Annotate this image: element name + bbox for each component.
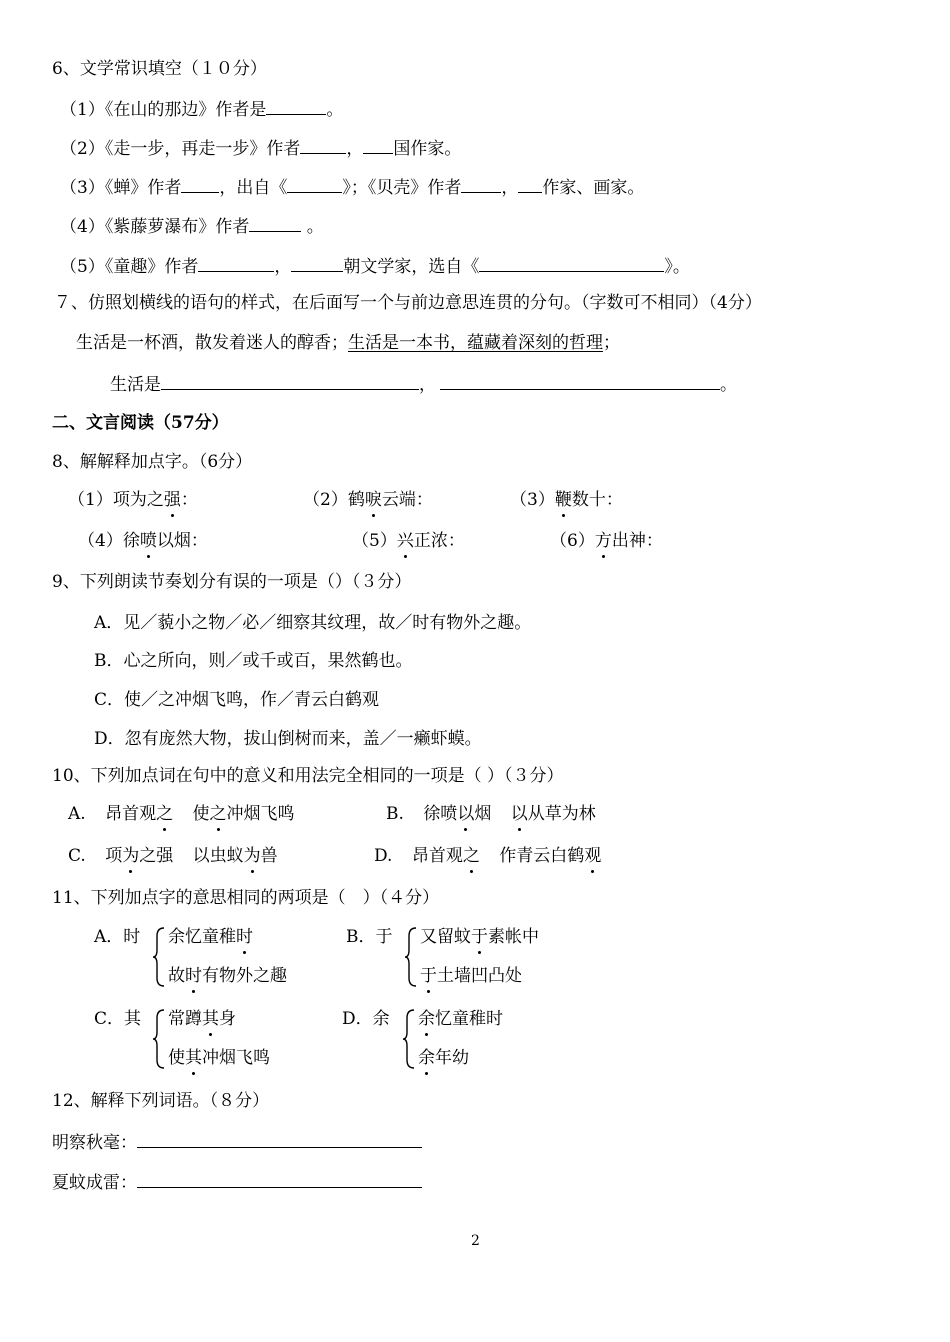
q7-example-underlined: 生活是一本书，蕴藏着深刻的哲理 bbox=[348, 333, 603, 353]
answer-blank[interactable] bbox=[363, 136, 393, 154]
phrase-text: 之强 bbox=[139, 846, 174, 866]
q6-item-2-text: （2）《走一步，再走一步》作者 bbox=[60, 139, 301, 159]
q11-group-c-line2 bbox=[168, 1047, 270, 1069]
q8-item-post: 以烟： bbox=[156, 531, 208, 551]
q11-group-d-line1 bbox=[418, 1008, 503, 1030]
dotted-char: 以 bbox=[457, 804, 475, 824]
q10-option-a[interactable] bbox=[68, 803, 295, 825]
q6-item-5-end: 》。 bbox=[664, 257, 690, 277]
phrase-text: 土墙凹凸处 bbox=[437, 966, 522, 986]
q6-item-5-mid: 朝文学家，选自《 bbox=[343, 257, 480, 277]
dotted-char: 鞭 bbox=[554, 490, 572, 510]
brace-icon bbox=[152, 1008, 166, 1070]
q8-item-pre: （1）项为之 bbox=[68, 490, 164, 510]
q6-title: 6、文学常识填空（１０分） bbox=[52, 59, 267, 79]
phrase-text: 冲烟飞鸣 bbox=[226, 804, 295, 824]
q8-item bbox=[352, 530, 465, 552]
phrase-text: 从草为林 bbox=[527, 804, 596, 824]
q7-title: ７、仿照划横线的语句的样式，在后面写一个与前边意思连贯的分句。（字数可不相同）（4分） bbox=[54, 293, 762, 313]
q6-item-3 bbox=[60, 175, 644, 199]
q8-item bbox=[510, 489, 623, 511]
phrase-text: 烟 bbox=[474, 804, 492, 824]
dotted-char: 于 bbox=[471, 927, 488, 947]
phrase-text: 常蹲 bbox=[168, 1009, 202, 1029]
q7-answer-mid: ， bbox=[419, 375, 436, 395]
q8-item-pre: （6） bbox=[550, 531, 595, 551]
phrase-text: 以虫蚁 bbox=[192, 846, 244, 866]
dotted-char: 其 bbox=[185, 1048, 202, 1068]
q10-title: 10、下列加点词在句中的意义和用法完全相同的一项是（ ）（３分） bbox=[52, 766, 564, 786]
q9-option-d[interactable]: D．忽有庞然大物，拔山倒树而来，盖／一癞虾蟆。 bbox=[94, 729, 482, 749]
answer-blank[interactable] bbox=[479, 254, 664, 272]
q6-item-2 bbox=[60, 136, 461, 160]
q9-option-c[interactable]: C．使／之冲烟飞鸣，作／青云白鹤观 bbox=[94, 690, 380, 710]
phrase-text: 使 bbox=[192, 804, 210, 824]
q9-title: 9、下列朗读节奏划分有误的一项是（）（３分） bbox=[52, 572, 412, 592]
dotted-char: 兴 bbox=[396, 531, 414, 551]
q6-item-3-mid2: 》；《贝壳》作者 bbox=[342, 178, 462, 198]
q8-item-pre: （4）徐 bbox=[78, 531, 140, 551]
q8-item-post: 出神： bbox=[611, 531, 663, 551]
q11-group-b-line1 bbox=[420, 926, 539, 948]
dotted-char: 为 bbox=[243, 846, 261, 866]
q11-group-c-label[interactable]: C．其 bbox=[94, 1009, 142, 1029]
brace-icon bbox=[404, 926, 418, 988]
dotted-char: 强 bbox=[163, 490, 181, 510]
q7-answer-line bbox=[110, 372, 737, 396]
q7-example bbox=[76, 332, 620, 354]
q12-item-1 bbox=[52, 1130, 422, 1154]
phrase-text: 冲烟飞鸣 bbox=[202, 1048, 270, 1068]
answer-blank[interactable] bbox=[266, 97, 326, 115]
q6-item-5-sep: ， bbox=[274, 257, 292, 277]
q8-item-post: 正浓： bbox=[413, 531, 465, 551]
dotted-char: 为 bbox=[122, 846, 140, 866]
q8-item-post: 数十： bbox=[571, 490, 623, 510]
answer-blank[interactable] bbox=[461, 175, 501, 193]
q6-item-4-text: （4）《紫藤萝瀑布》作者 bbox=[60, 217, 250, 237]
q7-example-end: ； bbox=[603, 333, 620, 353]
phrase-text: 有物外之趣 bbox=[202, 966, 287, 986]
q11-group-a-line1 bbox=[168, 926, 253, 948]
answer-blank[interactable] bbox=[137, 1170, 422, 1188]
q11-group-b-label[interactable]: B．于 bbox=[346, 927, 393, 947]
q12-item-2 bbox=[52, 1170, 422, 1194]
q6-item-1-end: 。 bbox=[326, 100, 344, 120]
q11-group-a-line2 bbox=[168, 965, 287, 987]
answer-blank[interactable] bbox=[161, 372, 419, 390]
dotted-char: 其 bbox=[202, 1009, 219, 1029]
q8-item bbox=[78, 530, 208, 552]
q6-item-3-end: 作家、画家。 bbox=[542, 178, 645, 198]
q6-item-1-text: （1）《在山的那边》作者是 bbox=[60, 100, 267, 120]
q12-title: 12、解释下列词语。（８分） bbox=[52, 1091, 270, 1111]
phrase-text: 昂首观 bbox=[411, 846, 463, 866]
dotted-char: 之 bbox=[156, 804, 174, 824]
phrase-text: 徐喷 bbox=[423, 804, 458, 824]
dotted-char: 之 bbox=[209, 804, 227, 824]
answer-blank[interactable] bbox=[249, 214, 301, 232]
phrase-text: 忆童稚时 bbox=[435, 1009, 503, 1029]
q7-answer-end: 。 bbox=[720, 375, 737, 395]
q6-item-5 bbox=[60, 254, 690, 278]
q11-group-a-label[interactable]: A．时 bbox=[94, 927, 141, 947]
q8-item bbox=[68, 489, 198, 511]
q11-group-c-line1 bbox=[168, 1008, 236, 1030]
option-label: D. bbox=[374, 846, 393, 866]
q6-item-5-text: （5）《童趣》作者 bbox=[60, 257, 199, 277]
q11-group-d-label[interactable]: D．余 bbox=[342, 1009, 390, 1029]
answer-blank[interactable] bbox=[198, 254, 274, 272]
q10-option-c[interactable] bbox=[68, 845, 278, 867]
q11-title: 11、下列加点字的意思相同的两项是（ ）（４分） bbox=[52, 888, 440, 908]
q8-item bbox=[303, 489, 433, 511]
option-label: B. bbox=[386, 804, 404, 824]
q8-item-post: ： bbox=[180, 490, 198, 510]
option-label: C. bbox=[68, 846, 86, 866]
q6-item-3-sep: ， bbox=[501, 178, 519, 198]
q6-item-2-sep: ， bbox=[346, 139, 364, 159]
dotted-char: 于 bbox=[420, 966, 437, 986]
answer-blank[interactable] bbox=[518, 175, 542, 193]
phrase-text: 故 bbox=[168, 966, 185, 986]
section-2-title: 二、文言阅读（57分） bbox=[52, 413, 229, 433]
q8-item-pre: （3） bbox=[510, 490, 555, 510]
dotted-char: 之 bbox=[462, 846, 480, 866]
phrase-text: 余忆童稚 bbox=[168, 927, 236, 947]
q9-option-a[interactable]: A．见／藐小之物／必／细察其纹理，故／时有物外之趣。 bbox=[94, 613, 532, 633]
q6-item-3-mid: ，出自《 bbox=[219, 178, 288, 198]
phrase-text: 昂首观 bbox=[105, 804, 157, 824]
q6-item-1 bbox=[60, 97, 343, 121]
dotted-char: 以 bbox=[510, 804, 528, 824]
answer-blank[interactable] bbox=[181, 175, 219, 193]
dotted-char: 喷 bbox=[139, 531, 157, 551]
answer-blank[interactable] bbox=[300, 136, 346, 154]
q8-item-pre: （2）鹤 bbox=[303, 490, 365, 510]
answer-blank[interactable] bbox=[291, 254, 343, 272]
q7-answer-prefix: 生活是 bbox=[110, 375, 161, 395]
phrase-text: 身 bbox=[219, 1009, 236, 1029]
phrase-text: 年幼 bbox=[435, 1048, 469, 1068]
q8-title: 8、解解释加点字。（6分） bbox=[52, 452, 253, 472]
answer-blank[interactable] bbox=[287, 175, 342, 193]
q7-example-plain: 生活是一杯酒，散发着迷人的醇香； bbox=[76, 333, 348, 353]
q8-item-pre: （5） bbox=[352, 531, 397, 551]
q11-group-d-line2 bbox=[418, 1047, 469, 1069]
answer-blank[interactable] bbox=[137, 1130, 422, 1148]
page-number: 2 bbox=[471, 1233, 480, 1249]
q6-item-4-end: 。 bbox=[301, 217, 324, 237]
phrase-text: 素帐中 bbox=[488, 927, 539, 947]
q8-item bbox=[550, 530, 663, 552]
phrase-text: 兽 bbox=[260, 846, 278, 866]
q10-option-d[interactable] bbox=[374, 845, 601, 867]
brace-icon bbox=[152, 926, 166, 988]
dotted-char: 观 bbox=[584, 846, 602, 866]
q12-term: 夏蚊成雷： bbox=[52, 1173, 137, 1193]
q10-option-b[interactable] bbox=[386, 803, 596, 825]
dotted-char: 余 bbox=[418, 1009, 435, 1029]
dotted-char: 时 bbox=[185, 966, 202, 986]
q6-item-4 bbox=[60, 214, 324, 238]
q9-option-b[interactable]: B．心之所向，则／或千或百，果然鹤也。 bbox=[94, 651, 413, 671]
dotted-char: 时 bbox=[236, 927, 253, 947]
q6-item-2-end: 国作家。 bbox=[393, 139, 462, 159]
dotted-char: 唳 bbox=[364, 490, 382, 510]
phrase-text: 作青云白鹤 bbox=[499, 846, 585, 866]
brace-icon bbox=[402, 1008, 416, 1070]
phrase-text: 项 bbox=[105, 846, 123, 866]
phrase-text: 使 bbox=[168, 1048, 185, 1068]
dotted-char: 余 bbox=[418, 1048, 435, 1068]
option-label: A. bbox=[68, 804, 86, 824]
answer-blank[interactable] bbox=[440, 372, 720, 390]
q12-term: 明察秋毫： bbox=[52, 1133, 137, 1153]
phrase-text: 又留蚊 bbox=[420, 927, 471, 947]
q11-group-b-line2 bbox=[420, 965, 522, 987]
q8-item-post: 云端： bbox=[381, 490, 433, 510]
dotted-char: 方 bbox=[594, 531, 612, 551]
q6-item-3-text: （3）《蝉》作者 bbox=[60, 178, 182, 198]
